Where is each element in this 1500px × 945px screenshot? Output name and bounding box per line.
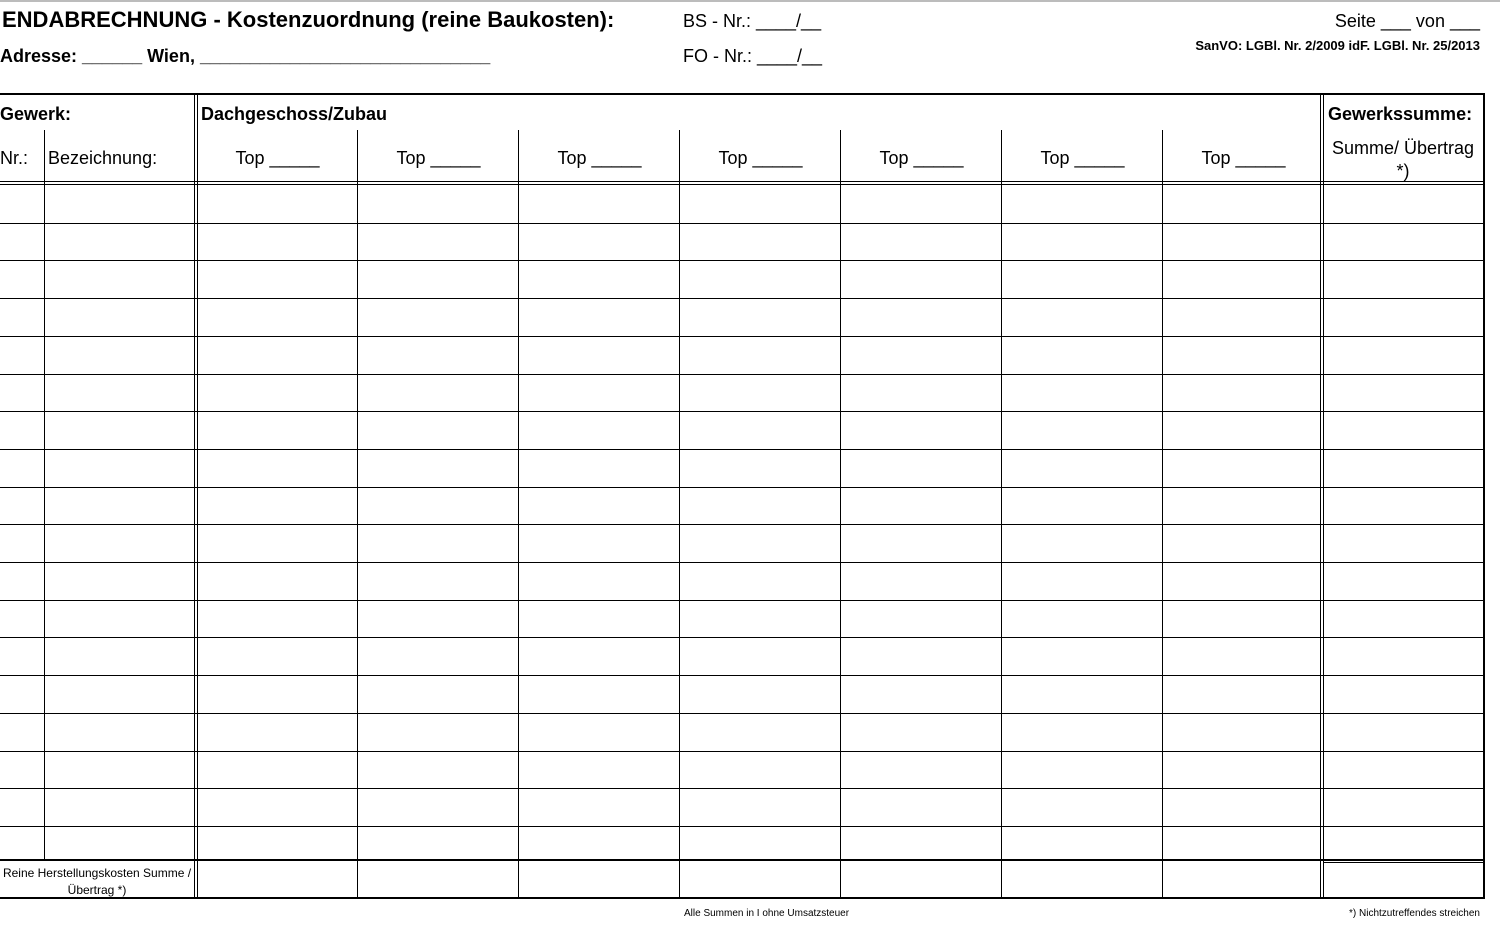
grid-line: [0, 223, 1484, 224]
top-column-header: Top _____: [396, 148, 481, 168]
grid-line: [0, 411, 1484, 412]
grid-line: [0, 637, 1484, 638]
grid-line: [1001, 130, 1002, 899]
grid-line: [0, 260, 1484, 261]
gewerk-header: Gewerk:: [0, 104, 72, 124]
nr-column-header: Nr.:: [0, 148, 29, 168]
grid-line: [1162, 130, 1163, 899]
grid-line: [0, 826, 1484, 827]
grid-line: [840, 130, 841, 899]
grid-line: [0, 449, 1484, 450]
address-line: Adresse: ______ Wien, _____________________________: [0, 46, 491, 66]
regulation-reference: SanVO: LGBl. Nr. 2/2009 idF. LGBl. Nr. 25/2013: [1195, 38, 1480, 53]
top-column-header: Top _____: [1040, 148, 1125, 168]
bs-number: BS - Nr.: ____/__: [683, 11, 822, 31]
grid-line: [0, 859, 1484, 861]
grid-line: [357, 130, 358, 899]
grid-line: [0, 336, 1484, 337]
fo-number: FO - Nr.: ____/__: [683, 46, 823, 66]
grid-line: [0, 897, 1484, 899]
grid-line: [0, 374, 1484, 375]
grid-line: [44, 130, 45, 859]
grid-line: [0, 181, 1484, 182]
grid-line: [0, 713, 1484, 714]
grid-line: [679, 130, 680, 899]
grid-line: [0, 524, 1484, 525]
page-number: Seite ___ von ___: [1334, 11, 1480, 31]
footer-row-label: Reine Herstellungskosten Summe / Übertrag *): [2, 866, 192, 898]
grid-line: [518, 130, 519, 899]
document-title: ENDABRECHNUNG - Kostenzuordnung (reine Baukosten):: [2, 7, 615, 32]
cost-allocation-table: [0, 93, 1500, 908]
grid-line: [197, 93, 198, 899]
top-border: [0, 0, 1500, 2]
grid-line: [194, 93, 195, 899]
grid-line: [0, 675, 1484, 676]
grid-line: [0, 600, 1484, 601]
summe-uebertrag-header: Summe/ Übertrag *): [1331, 138, 1475, 181]
grid-line: [0, 298, 1484, 299]
sum-header: Gewerkssumme:: [1328, 104, 1473, 124]
bezeichnung-column-header: Bezeichnung:: [48, 148, 158, 168]
top-column-header: Top _____: [718, 148, 803, 168]
grid-line: [1323, 862, 1484, 863]
grid-line: [0, 562, 1484, 563]
grid-line: [0, 184, 1484, 185]
top-column-header: Top _____: [1201, 148, 1286, 168]
grid-line: [0, 487, 1484, 488]
tax-note: Alle Summen in I ohne Umsatzsteuer: [684, 908, 850, 919]
grid-line: [1320, 93, 1321, 899]
strike-note: *) Nichtzutreffendes streichen: [1349, 908, 1480, 919]
grid-line: [1483, 93, 1485, 899]
top-column-header: Top _____: [879, 148, 964, 168]
section-header: Dachgeschoss/Zubau: [201, 104, 388, 124]
grid-line: [0, 93, 1484, 95]
grid-line: [0, 751, 1484, 752]
top-column-header: Top _____: [557, 148, 642, 168]
grid-line: [0, 788, 1484, 789]
grid-line: [1323, 93, 1324, 899]
top-column-header: Top _____: [235, 148, 320, 168]
